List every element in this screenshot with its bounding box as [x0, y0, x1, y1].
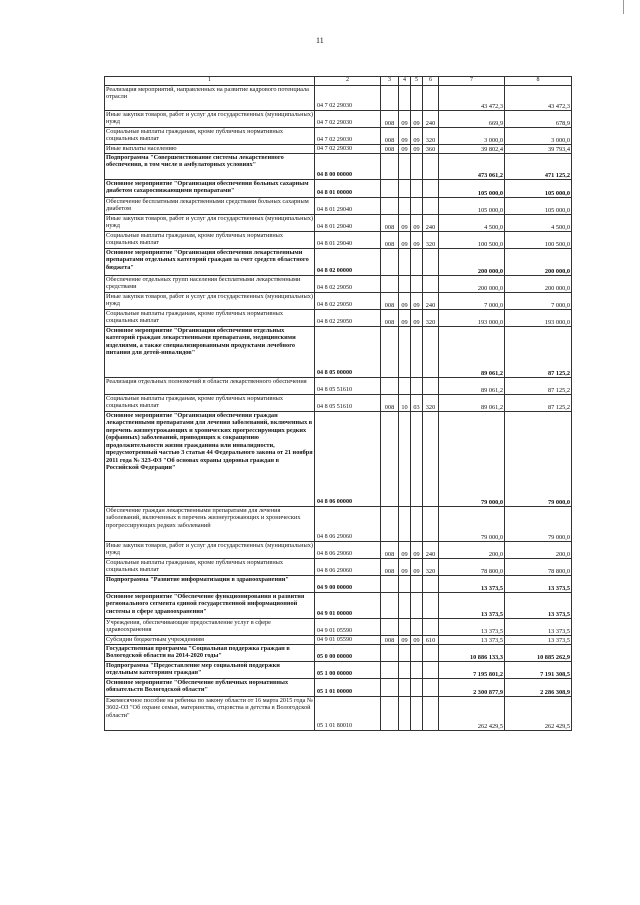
- row-amount-year2-cell: 43 472,3: [505, 86, 572, 111]
- margin-mark: [623, 0, 624, 14]
- row-subsection-cell: 09: [411, 215, 423, 232]
- row-name-cell: Основное мероприятие "Обеспечение публичных нормативных обязательств Вологодской области": [105, 679, 315, 697]
- row-ministry-cell: 008: [381, 542, 399, 559]
- row-amount-year2-cell: 200,0: [505, 542, 572, 559]
- row-section-cell: 10: [399, 395, 411, 412]
- row-name-cell: Основное мероприятие "Организация обеспечения больных сахарным диабетом сахароснижающими препаратами": [105, 180, 315, 198]
- row-subsection-cell: 09: [411, 145, 423, 154]
- row-name-cell: Подпрограмма "Совершенствование системы лекарственного обеспечения, в том числе в амбулаторных условиях": [105, 154, 315, 180]
- table-row: [105, 559, 572, 576]
- row-ministry-cell: [381, 276, 399, 293]
- row-code-cell: 04 7 02 29030: [315, 145, 381, 154]
- row-subsection-cell: [411, 154, 423, 180]
- row-amount-year1-cell: 2 300 877,9: [439, 679, 505, 697]
- row-subsection-cell: [411, 645, 423, 662]
- table-row: [105, 232, 572, 249]
- row-expense-type-cell: [423, 697, 439, 731]
- row-amount-year2-cell: 13 373,5: [505, 576, 572, 593]
- row-code-cell: 04 8 02 29050: [315, 310, 381, 327]
- row-name-cell: Социальные выплаты гражданам, кроме публичных нормативных социальных выплат: [105, 395, 315, 412]
- row-section-cell: 09: [399, 215, 411, 232]
- table-row: [105, 86, 572, 111]
- row-ministry-cell: [381, 327, 399, 378]
- row-amount-year2-cell: 105 000,0: [505, 198, 572, 215]
- row-amount-year2-cell: 87 125,2: [505, 395, 572, 412]
- row-expense-type-cell: [423, 378, 439, 395]
- row-section-cell: [399, 180, 411, 198]
- row-section-cell: [399, 327, 411, 378]
- row-amount-year1-cell: 89 061,2: [439, 327, 505, 378]
- row-amount-year2-cell: 13 373,5: [505, 593, 572, 619]
- table-row: [105, 327, 572, 378]
- table-row: [105, 542, 572, 559]
- table-row: [105, 645, 572, 662]
- table-row: [105, 249, 572, 276]
- row-name-cell: Социальные выплаты гражданам, кроме публичных нормативных социальных выплат: [105, 310, 315, 327]
- table-row: [105, 636, 572, 645]
- row-code-cell: 04 9 00 00000: [315, 576, 381, 593]
- row-section-cell: 09: [399, 559, 411, 576]
- row-amount-year2-cell: 87 125,2: [505, 378, 572, 395]
- row-name-cell: Обеспечение отдельных групп населения бесплатными лекарственными средствами: [105, 276, 315, 293]
- table-row: [105, 593, 572, 619]
- row-expense-type-cell: 320: [423, 395, 439, 412]
- header-cell: 3: [381, 77, 399, 86]
- row-subsection-cell: [411, 412, 423, 507]
- row-code-cell: 04 9 01 05590: [315, 636, 381, 645]
- row-section-cell: [399, 412, 411, 507]
- row-amount-year2-cell: 87 125,2: [505, 327, 572, 378]
- row-name-cell: Обеспечение бесплатными лекарственными средствами больных сахарным диабетом: [105, 198, 315, 215]
- row-expense-type-cell: [423, 86, 439, 111]
- row-amount-year1-cell: 89 061,2: [439, 378, 505, 395]
- row-name-cell: Социальные выплаты гражданам, кроме публичных нормативных социальных выплат: [105, 128, 315, 145]
- table-row: [105, 679, 572, 697]
- row-section-cell: [399, 249, 411, 276]
- row-code-cell: 04 8 06 29060: [315, 507, 381, 542]
- table-row: [105, 378, 572, 395]
- row-subsection-cell: 09: [411, 636, 423, 645]
- row-amount-year1-cell: 3 000,0: [439, 128, 505, 145]
- row-amount-year1-cell: 473 061,2: [439, 154, 505, 180]
- table-row: [105, 276, 572, 293]
- row-amount-year1-cell: 13 373,5: [439, 619, 505, 636]
- row-code-cell: 04 9 01 05590: [315, 619, 381, 636]
- row-subsection-cell: [411, 327, 423, 378]
- row-amount-year2-cell: 471 125,2: [505, 154, 572, 180]
- row-subsection-cell: 09: [411, 310, 423, 327]
- row-amount-year2-cell: 7 000,0: [505, 293, 572, 310]
- row-ministry-cell: 008: [381, 232, 399, 249]
- row-amount-year1-cell: 200,0: [439, 542, 505, 559]
- row-section-cell: 09: [399, 232, 411, 249]
- budget-table: [104, 76, 572, 731]
- row-subsection-cell: [411, 662, 423, 679]
- row-amount-year2-cell: 13 373,5: [505, 636, 572, 645]
- row-expense-type-cell: [423, 679, 439, 697]
- row-subsection-cell: [411, 249, 423, 276]
- row-expense-type-cell: [423, 576, 439, 593]
- row-code-cell: 04 8 01 29040: [315, 215, 381, 232]
- row-amount-year2-cell: 10 885 262,9: [505, 645, 572, 662]
- row-name-cell: Основное мероприятие "Организация обеспечения лекарственными препаратами отдельных категорий граждан за счет средств областного бюджета": [105, 249, 315, 276]
- row-code-cell: 05 0 00 00000: [315, 645, 381, 662]
- row-code-cell: 04 8 06 29060: [315, 542, 381, 559]
- row-amount-year2-cell: 200 000,0: [505, 276, 572, 293]
- row-code-cell: 04 8 02 29050: [315, 276, 381, 293]
- row-subsection-cell: 09: [411, 542, 423, 559]
- row-amount-year2-cell: 39 793,4: [505, 145, 572, 154]
- row-section-cell: 09: [399, 145, 411, 154]
- row-section-cell: [399, 697, 411, 731]
- row-name-cell: Подпрограмма "Развитие информатизации в здравоохранении": [105, 576, 315, 593]
- row-ministry-cell: [381, 507, 399, 542]
- row-subsection-cell: [411, 198, 423, 215]
- row-subsection-cell: [411, 697, 423, 731]
- row-expense-type-cell: 320: [423, 559, 439, 576]
- header-cell: 1: [105, 77, 315, 86]
- row-amount-year1-cell: 7 000,0: [439, 293, 505, 310]
- row-expense-type-cell: [423, 507, 439, 542]
- row-section-cell: [399, 679, 411, 697]
- row-amount-year2-cell: 262 429,5: [505, 697, 572, 731]
- row-amount-year2-cell: 678,9: [505, 111, 572, 128]
- row-amount-year1-cell: 13 373,5: [439, 593, 505, 619]
- row-amount-year1-cell: 10 886 133,3: [439, 645, 505, 662]
- table-row: [105, 180, 572, 198]
- row-section-cell: [399, 86, 411, 111]
- row-amount-year2-cell: 13 373,5: [505, 619, 572, 636]
- row-name-cell: Иные выплаты населению: [105, 145, 315, 154]
- table-row: [105, 310, 572, 327]
- row-subsection-cell: 09: [411, 111, 423, 128]
- row-amount-year2-cell: 100 500,0: [505, 232, 572, 249]
- row-code-cell: 04 8 05 51610: [315, 378, 381, 395]
- row-subsection-cell: 09: [411, 559, 423, 576]
- page-number: 11: [316, 36, 324, 45]
- row-code-cell: 04 8 01 29040: [315, 198, 381, 215]
- row-expense-type-cell: [423, 645, 439, 662]
- row-ministry-cell: [381, 593, 399, 619]
- row-code-cell: 04 9 01 00000: [315, 593, 381, 619]
- row-code-cell: 04 7 02 29030: [315, 86, 381, 111]
- row-amount-year1-cell: 39 802,4: [439, 145, 505, 154]
- row-section-cell: [399, 593, 411, 619]
- row-name-cell: Иные закупки товаров, работ и услуг для государственных (муниципальных) нужд: [105, 293, 315, 310]
- row-ministry-cell: 008: [381, 145, 399, 154]
- row-section-cell: [399, 507, 411, 542]
- row-name-cell: Обеспечение граждан лекарственными препаратами для лечения заболеваний, включенных в перечень жизнеугрожающих и хронических прогрессирующих редких заболеваний: [105, 507, 315, 542]
- row-name-cell: Подпрограмма "Предоставление мер социальной поддержки отдельным категориям граждан": [105, 662, 315, 679]
- header-cell: 5: [411, 77, 423, 86]
- row-ministry-cell: [381, 619, 399, 636]
- header-cell: 6: [423, 77, 439, 86]
- row-subsection-cell: [411, 507, 423, 542]
- header-cell: 4: [399, 77, 411, 86]
- table-row: [105, 215, 572, 232]
- row-amount-year1-cell: 105 000,0: [439, 180, 505, 198]
- row-amount-year1-cell: 262 429,5: [439, 697, 505, 731]
- row-expense-type-cell: 240: [423, 293, 439, 310]
- table-row: [105, 293, 572, 310]
- row-ministry-cell: 008: [381, 559, 399, 576]
- header-cell: 8: [505, 77, 572, 86]
- row-expense-type-cell: [423, 327, 439, 378]
- row-section-cell: 09: [399, 111, 411, 128]
- row-amount-year2-cell: 79 000,0: [505, 507, 572, 542]
- row-expense-type-cell: 610: [423, 636, 439, 645]
- row-ministry-cell: [381, 198, 399, 215]
- row-subsection-cell: [411, 180, 423, 198]
- row-code-cell: 04 8 06 29060: [315, 559, 381, 576]
- row-subsection-cell: [411, 619, 423, 636]
- row-amount-year1-cell: 193 000,0: [439, 310, 505, 327]
- row-expense-type-cell: 240: [423, 111, 439, 128]
- row-section-cell: [399, 619, 411, 636]
- table-row: [105, 507, 572, 542]
- row-expense-type-cell: [423, 180, 439, 198]
- row-code-cell: 04 7 02 29030: [315, 111, 381, 128]
- row-name-cell: Иные закупки товаров, работ и услуг для государственных (муниципальных) нужд: [105, 542, 315, 559]
- row-amount-year1-cell: 13 373,5: [439, 576, 505, 593]
- row-subsection-cell: [411, 86, 423, 111]
- row-ministry-cell: [381, 180, 399, 198]
- row-section-cell: 09: [399, 310, 411, 327]
- row-amount-year2-cell: 200 000,0: [505, 249, 572, 276]
- table-header-row: [105, 77, 572, 86]
- table-row: [105, 154, 572, 180]
- table-row: [105, 697, 572, 731]
- row-ministry-cell: [381, 154, 399, 180]
- row-expense-type-cell: 360: [423, 145, 439, 154]
- row-amount-year1-cell: 669,9: [439, 111, 505, 128]
- table-row: [105, 111, 572, 128]
- row-amount-year2-cell: 79 000,0: [505, 412, 572, 507]
- row-section-cell: [399, 662, 411, 679]
- row-amount-year2-cell: 3 000,0: [505, 128, 572, 145]
- row-code-cell: 04 7 02 29030: [315, 128, 381, 145]
- row-name-cell: Реализация мероприятий, направленных на развитие кадрового потенциала отрасли: [105, 86, 315, 111]
- row-code-cell: 04 8 06 00000: [315, 412, 381, 507]
- table-row: [105, 619, 572, 636]
- table-row: [105, 198, 572, 215]
- row-section-cell: [399, 645, 411, 662]
- row-name-cell: Основное мероприятие "Обеспечение функционирования и развития регионального сегмента единой государственной информационной системы в сфере здравоохранения": [105, 593, 315, 619]
- row-code-cell: 05 1 01 80010: [315, 697, 381, 731]
- row-name-cell: Ежемесячное пособие на ребенка по закону области от 16 марта 2015 года № 3602-ОЗ "Об охране семьи, материнства, отцовства и детства в Вологодской области": [105, 697, 315, 731]
- row-ministry-cell: 008: [381, 636, 399, 645]
- row-amount-year2-cell: 7 191 308,5: [505, 662, 572, 679]
- row-ministry-cell: [381, 662, 399, 679]
- row-expense-type-cell: [423, 662, 439, 679]
- row-name-cell: Иные закупки товаров, работ и услуг для государственных (муниципальных) нужд: [105, 215, 315, 232]
- row-amount-year1-cell: 79 000,0: [439, 412, 505, 507]
- row-amount-year1-cell: 200 000,0: [439, 249, 505, 276]
- row-code-cell: 04 8 00 00000: [315, 154, 381, 180]
- row-amount-year1-cell: 7 195 801,2: [439, 662, 505, 679]
- table-row: [105, 128, 572, 145]
- header-cell: 2: [315, 77, 381, 86]
- row-name-cell: Учреждения, обеспечивающие предоставление услуг в сфере здравоохранения: [105, 619, 315, 636]
- row-name-cell: Социальные выплаты гражданам, кроме публичных нормативных социальных выплат: [105, 232, 315, 249]
- row-code-cell: 05 1 01 00000: [315, 679, 381, 697]
- row-section-cell: 09: [399, 636, 411, 645]
- table-row: [105, 662, 572, 679]
- row-section-cell: 09: [399, 128, 411, 145]
- row-amount-year1-cell: 100 500,0: [439, 232, 505, 249]
- row-subsection-cell: [411, 276, 423, 293]
- row-amount-year1-cell: 4 500,0: [439, 215, 505, 232]
- row-code-cell: 04 8 05 00000: [315, 327, 381, 378]
- row-name-cell: Основное мероприятие "Организация обеспечения граждан лекарственными препаратами для лечения заболеваний, включенных в перечень жизнеугрожающих и хронических прогрессирующих редких (орфанных) заболеваний, приводящих к сокращению продолжительности жизни гражданина или инвалидности, предусмотренный частью 3 статьи 44 Федерального закона от 21 ноября 2011 года № 323-ФЗ "Об основах охраны здоровья граждан в Российской Федерации": [105, 412, 315, 507]
- row-ministry-cell: [381, 412, 399, 507]
- row-subsection-cell: 09: [411, 293, 423, 310]
- row-amount-year2-cell: 193 000,0: [505, 310, 572, 327]
- row-expense-type-cell: [423, 154, 439, 180]
- row-name-cell: Социальные выплаты гражданам, кроме публичных нормативных социальных выплат: [105, 559, 315, 576]
- row-expense-type-cell: [423, 249, 439, 276]
- row-ministry-cell: [381, 378, 399, 395]
- row-amount-year1-cell: 79 000,0: [439, 507, 505, 542]
- row-subsection-cell: 09: [411, 232, 423, 249]
- table-row: [105, 395, 572, 412]
- row-ministry-cell: [381, 645, 399, 662]
- row-subsection-cell: 03: [411, 395, 423, 412]
- row-name-cell: Основное мероприятие "Организация обеспечения отдельных категорий граждан лекарственными препаратами, медицинскими изделиями, а также специализированными продуктами лечебного питания для детей-инвалидов": [105, 327, 315, 378]
- row-subsection-cell: [411, 593, 423, 619]
- row-name-cell: Реализация отдельных полномочий в области лекарственного обеспечения: [105, 378, 315, 395]
- row-section-cell: 09: [399, 293, 411, 310]
- row-code-cell: 05 1 00 00000: [315, 662, 381, 679]
- row-ministry-cell: 008: [381, 395, 399, 412]
- row-amount-year2-cell: 2 286 308,9: [505, 679, 572, 697]
- row-ministry-cell: [381, 697, 399, 731]
- row-expense-type-cell: [423, 198, 439, 215]
- row-ministry-cell: 008: [381, 293, 399, 310]
- row-name-cell: Государственная программа "Социальная поддержка граждан в Вологодской области на 2014-2020 годы": [105, 645, 315, 662]
- row-name-cell: Субсидии бюджетным учреждениям: [105, 636, 315, 645]
- row-ministry-cell: [381, 679, 399, 697]
- row-amount-year1-cell: 43 472,3: [439, 86, 505, 111]
- row-expense-type-cell: [423, 276, 439, 293]
- table-row: [105, 576, 572, 593]
- row-expense-type-cell: 320: [423, 232, 439, 249]
- row-code-cell: 04 8 02 29050: [315, 293, 381, 310]
- row-amount-year2-cell: 105 000,0: [505, 180, 572, 198]
- row-section-cell: [399, 576, 411, 593]
- row-amount-year2-cell: 4 500,0: [505, 215, 572, 232]
- row-section-cell: 09: [399, 542, 411, 559]
- row-expense-type-cell: [423, 412, 439, 507]
- row-amount-year1-cell: 78 800,0: [439, 559, 505, 576]
- row-expense-type-cell: 320: [423, 128, 439, 145]
- row-section-cell: [399, 198, 411, 215]
- row-code-cell: 04 8 02 00000: [315, 249, 381, 276]
- row-ministry-cell: 008: [381, 128, 399, 145]
- row-amount-year2-cell: 78 800,0: [505, 559, 572, 576]
- table-row: [105, 145, 572, 154]
- row-amount-year1-cell: 13 373,5: [439, 636, 505, 645]
- row-expense-type-cell: [423, 619, 439, 636]
- row-code-cell: 04 8 01 00000: [315, 180, 381, 198]
- header-cell: 7: [439, 77, 505, 86]
- row-amount-year1-cell: 105 000,0: [439, 198, 505, 215]
- row-expense-type-cell: 240: [423, 215, 439, 232]
- row-ministry-cell: [381, 249, 399, 276]
- row-code-cell: 04 8 05 51610: [315, 395, 381, 412]
- row-section-cell: [399, 378, 411, 395]
- row-ministry-cell: 008: [381, 310, 399, 327]
- row-amount-year1-cell: 89 061,2: [439, 395, 505, 412]
- row-subsection-cell: [411, 378, 423, 395]
- row-expense-type-cell: 240: [423, 542, 439, 559]
- row-subsection-cell: [411, 679, 423, 697]
- row-ministry-cell: 008: [381, 215, 399, 232]
- row-expense-type-cell: [423, 593, 439, 619]
- row-section-cell: [399, 154, 411, 180]
- table-row: [105, 412, 572, 507]
- row-expense-type-cell: 320: [423, 310, 439, 327]
- row-subsection-cell: [411, 576, 423, 593]
- row-name-cell: Иные закупки товаров, работ и услуг для государственных (муниципальных) нужд: [105, 111, 315, 128]
- row-ministry-cell: 008: [381, 111, 399, 128]
- row-ministry-cell: [381, 576, 399, 593]
- row-section-cell: [399, 276, 411, 293]
- row-ministry-cell: [381, 86, 399, 111]
- row-code-cell: 04 8 01 29040: [315, 232, 381, 249]
- row-amount-year1-cell: 200 000,0: [439, 276, 505, 293]
- row-subsection-cell: 09: [411, 128, 423, 145]
